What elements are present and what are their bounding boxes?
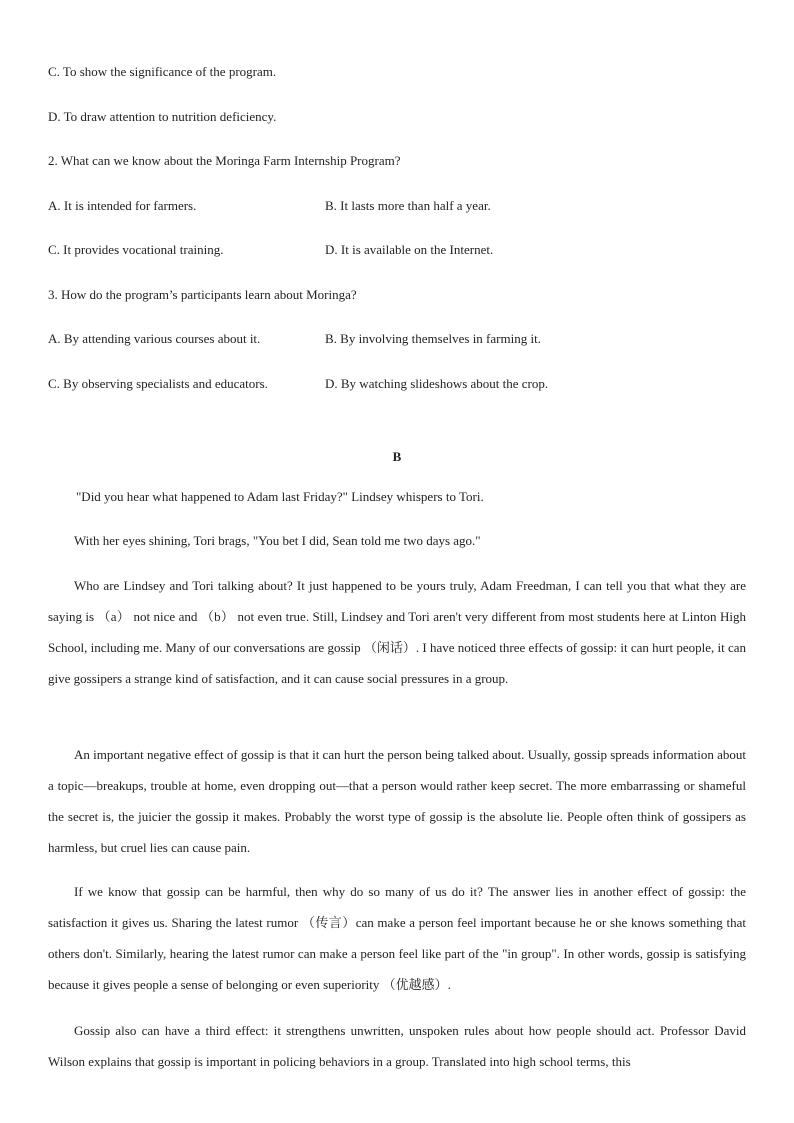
q2-option-d: D. It is available on the Internet. <box>325 242 494 257</box>
q3-question: 3. How do the program’s participants learn about Moringa? <box>48 287 357 302</box>
q3-option-c: C. By observing specialists and educators. <box>48 376 268 391</box>
paragraph-4: Gossip also can have a third effect: it strengthens unwritten, unspoken rules about how people should act. Professor David Wilson explains that gossip is important in policing behaviors in a group. Translated into high school terms, this <box>48 1023 746 1069</box>
q3-option-b: B. By involving themselves in farming it. <box>325 331 541 346</box>
q2-option-a: A. It is intended for farmers. <box>48 198 197 213</box>
q3-option-d: D. By watching slideshows about the crop. <box>325 376 549 391</box>
dialogue-line-1: "Did you hear what happened to Adam last Friday?" Lindsey whispers to Tori. <box>76 489 484 504</box>
paragraph-1: Who are Lindsey and Tori talking about? It just happened to be yours truly, Adam Freedman, I can tell you that what they are saying is （a） not nice and （b） not even true. Still, Lindsey and Tori aren't very different from most students here at Linton High School, including me. Many of our conversations are gossip （闲话）. I have noticed three effects of gossip: it can hurt people, it can give gossipers a strange kind of satisfaction, and it can cause social pressures in a group. <box>48 578 746 686</box>
section-b-heading: B <box>392 449 402 464</box>
dialogue-line-2: With her eyes shining, Tori brags, "You bet I did, Sean told me two days ago." <box>74 533 481 548</box>
q3-option-a: A. By attending various courses about it. <box>48 331 261 346</box>
q1-option-c: C. To show the significance of the program. <box>48 64 277 79</box>
q1-option-d: D. To draw attention to nutrition deficiency. <box>48 109 277 124</box>
q2-option-b: B. It lasts more than half a year. <box>325 198 491 213</box>
paragraph-2: An important negative effect of gossip is that it can hurt the person being talked about. Usually, gossip spreads information about a topic—breakups, trouble at home, even dropping out—that a person would rather keep secret. The more embarrassing or shameful the secret is, the juicier the gossip it makes. Probably the worst type of gossip is the absolute lie. People often think of gossipers as harmless, but cruel lies can cause pain. <box>48 747 746 855</box>
q2-question: 2. What can we know about the Moringa Farm Internship Program? <box>48 153 401 168</box>
paragraph-3: If we know that gossip can be harmful, then why do so many of us do it? The answer lies in another effect of gossip: the satisfaction it gives us. Sharing the latest rumor （传言）can make a person feel important because he or she knows something that others don't. Similarly, hearing the latest rumor can make a person feel like part of the "in group". In other words, gossip is satisfying because it gives people a sense of belonging or even superiority （优越感）. <box>48 884 746 992</box>
q2-option-c: C. It provides vocational training. <box>48 242 224 257</box>
